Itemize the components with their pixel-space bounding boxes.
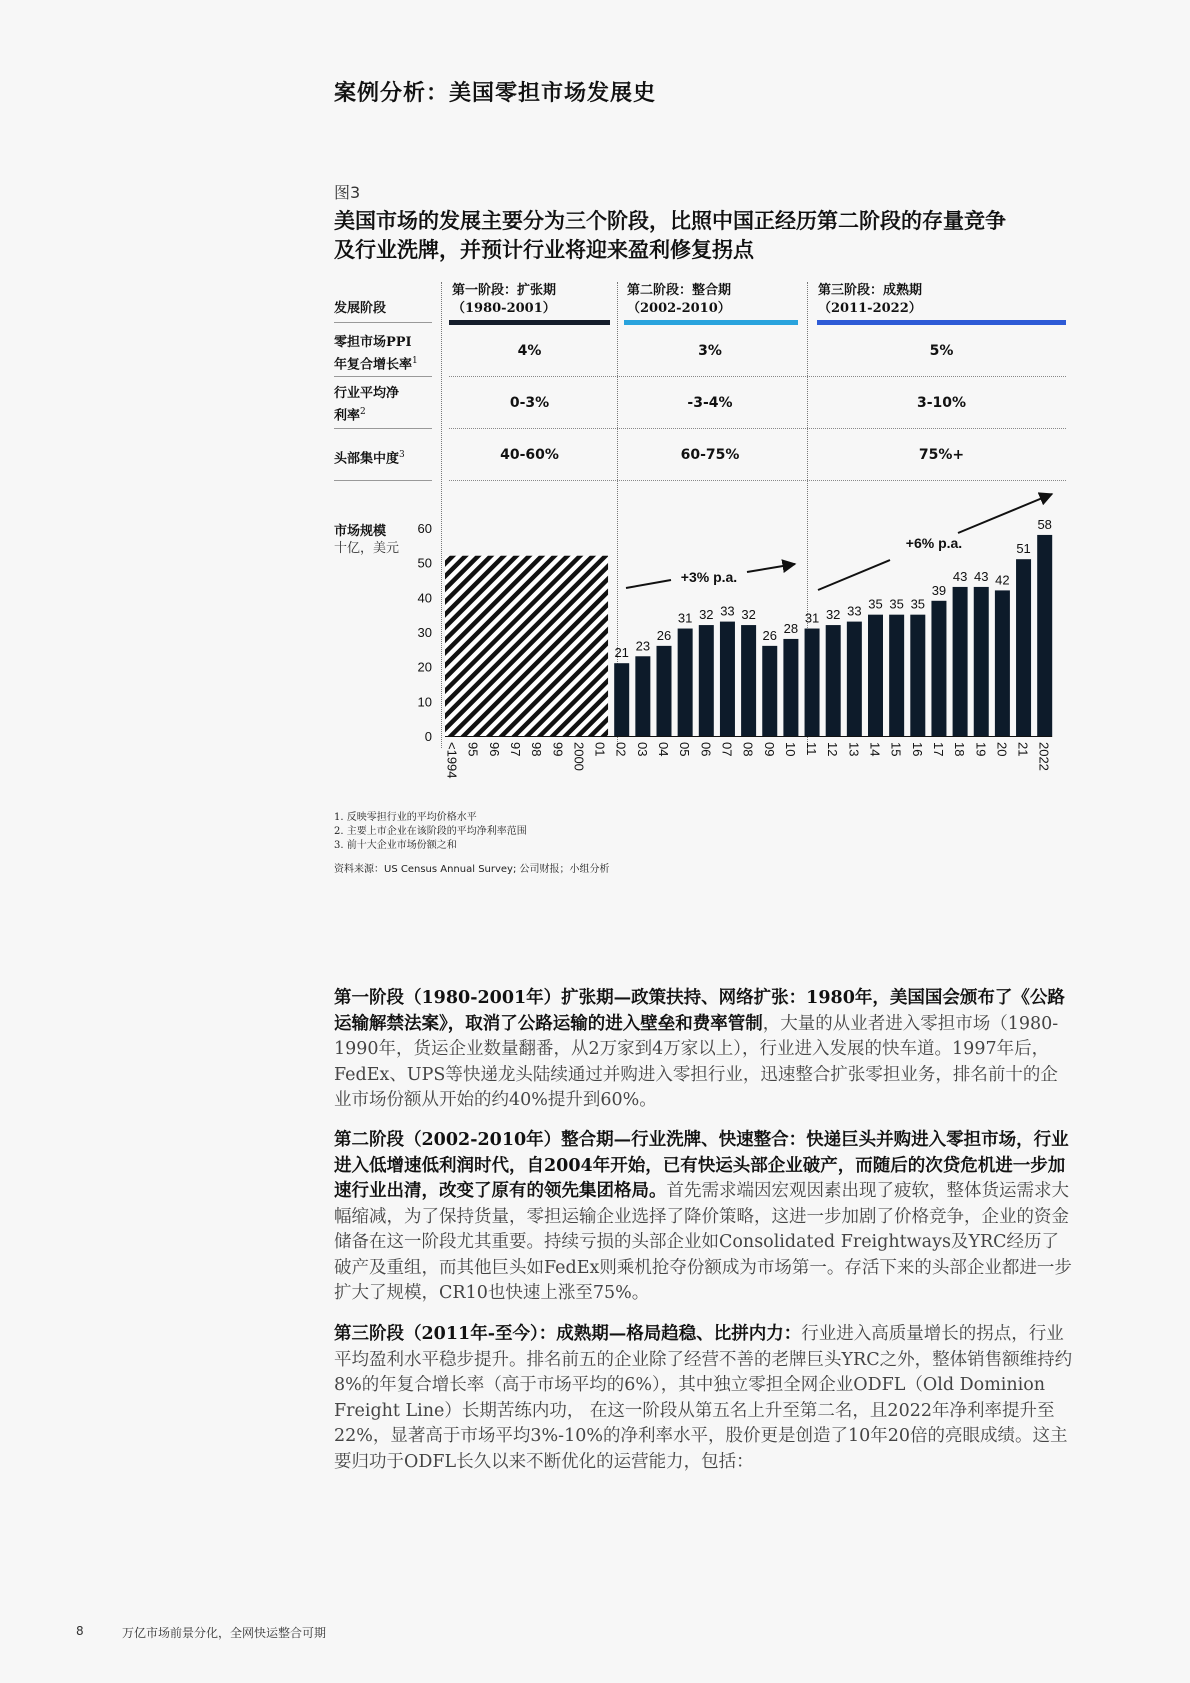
y-tick-label: 10 [417, 694, 432, 710]
data-label-20: 42 [995, 572, 1010, 588]
paragraph-stage-1 [334, 986, 1074, 1114]
growth-line-stage-3-left [818, 560, 890, 590]
data-label-06: 32 [699, 607, 714, 623]
paragraph-stage-2-lead: 第二阶段（2002-2010年）整合期—行业洗牌、快速整合：快递巨头并购进入零担市场，行业进入低增速低利润时代，自2004年开始，已有快运头部企业破产，而随后的次贷危机进一步加速行业出清，改变了原有的领先集团格局。 [334, 1130, 1069, 1201]
x-tick-label: 19 [973, 742, 989, 757]
data-label-05: 31 [677, 610, 693, 626]
stage-1-name: 第一阶段：扩张期 [452, 283, 557, 298]
x-tick-label: 13 [846, 742, 862, 757]
bar-18 [953, 587, 968, 736]
stage-3-name: 第三阶段：成熟期 [818, 283, 923, 298]
bar-2022 [1037, 535, 1052, 736]
paragraph-stage-2-body: 首先需求端因宏观因素出现了疲软，整体货运需求大幅缩减，为了保持货量，零担运输企业选择了降价策略，这进一步加剧了价格竞争，企业的资金储备在这一阶段尤其重要。持续亏损的头部企业如Consolidated Freightways及YRC经历了破产及重组，而其他巨头如FedEx则乘机抢夺份额成为市场第一。存活下来的头部企业都进一步扩大了规模，CR10也快速上涨至75%。 [334, 1181, 1072, 1303]
x-tick-label: 2022 [1036, 742, 1052, 771]
paragraph-stage-2 [334, 1128, 1074, 1307]
paragraph-stage-3-body: 行业进入高质量增长的拐点，行业平均盈利水平稳步提升。排名前五的企业除了经营不善的老牌巨头YRC之外，整体销售额维持约8%的年复合增长率（高于市场平均的6%），其中独立零担全网企业ODFL（Old Dominion Freight Line）长期苦练内功， 在这一阶段从第五名上升至第二名，且2022年净利率提升至22%，显著高于市场平均3%-10%的净利率水平，股价更是创造了10年20倍的亮眼成绩。这主要归功于ODFL长久以来不断优化的运营能力，包括： [334, 1324, 1073, 1472]
row-label-concentration-text: 头部集中度 [334, 451, 400, 467]
x-tick-label: 11 [804, 742, 820, 756]
bar-15 [889, 615, 904, 736]
data-label-16: 35 [910, 596, 926, 612]
x-tick-label: 04 [656, 742, 671, 757]
page-number: 8 [76, 1624, 84, 1638]
x-tick-label: 01 [592, 742, 608, 757]
bar-03 [635, 656, 650, 736]
stage-3-margin: 3-10% [916, 395, 967, 411]
row-label-margin-line2: 利率 [334, 408, 361, 424]
stage-2-name: 第二阶段：整合期 [627, 283, 732, 298]
x-tick-label: 2000 [571, 742, 587, 771]
paragraph-stage-1-body: ，大量的从业者进入零担市场（1980-1990年，货运企业数量翻番，从2万家到4万家以上），行业进入发展的快车道。1997年后，FedEx、UPS等快递龙头陆续通过并购进入零担行业，迅速整合扩张零担业务，排名前十的企业市场份额从开始的约40%提升到60%。 [334, 1013, 1059, 1110]
y-tick-label: 40 [417, 590, 432, 606]
bar-17 [931, 601, 946, 736]
x-tick-label: 18 [952, 742, 968, 757]
data-label-07: 33 [720, 603, 735, 619]
stage-2-ppi: 3% [698, 343, 722, 359]
row-label-ppi-line2: 年复合增长率 [334, 357, 413, 373]
stage-1-concentration: 40-60% [500, 447, 559, 463]
x-tick-label: 14 [867, 742, 883, 757]
growth-annotation-stage-2: +3% p.a. [680, 569, 738, 585]
x-tick-label: 97 [507, 742, 523, 757]
footnote-ref: 2 [360, 407, 366, 417]
stage-2-margin: -3-4% [687, 395, 733, 411]
bar-02 [614, 663, 629, 736]
paragraph-stage-3 [334, 1322, 1074, 1475]
bar-12 [826, 625, 841, 736]
x-tick-label: 10 [782, 742, 798, 757]
bar-07 [720, 622, 735, 736]
y-tick-label: 60 [417, 521, 432, 536]
y-tick-label: 0 [424, 729, 432, 744]
data-label-12: 32 [825, 607, 841, 623]
growth-line-stage-2-left [626, 580, 671, 588]
stage-3-concentration: 75%+ [918, 447, 965, 463]
row-header-stage: 发展阶段 [334, 301, 387, 316]
paragraph-stage-1-lead: 第一阶段（1980-2001年）扩张期—政策扶持、网络扩张：1980年，美国国会颁布了《公路运输解禁法案》，取消了公路运输的进入壁垒和费率管制 [334, 988, 1065, 1034]
growth-annotation-stage-3: +6% p.a. [905, 535, 963, 551]
row-label-ppi-line1: 零担市场PPI [334, 335, 412, 350]
bar-19 [974, 587, 989, 736]
y-tick-label: 30 [417, 625, 432, 640]
data-label-2022: 58 [1037, 516, 1052, 532]
footnote-ref: 1 [412, 356, 418, 366]
x-tick-label: 15 [888, 742, 904, 757]
data-label-15: 35 [889, 596, 904, 612]
data-label-04: 26 [656, 627, 672, 643]
footnote-3: 3. 前十大企业市场份额之和 [334, 840, 457, 851]
bar-21 [1016, 559, 1031, 736]
x-tick-label: 21 [1015, 742, 1031, 757]
y-tick-label: 50 [417, 555, 432, 571]
stage-2-concentration: 60-75% [680, 447, 740, 463]
source-note: 资料来源：US Census Annual Survey; 公司财报；小组分析 [334, 864, 610, 875]
hatched-block-bar [445, 556, 608, 736]
data-label-13: 33 [847, 603, 862, 619]
x-tick-label: 99 [550, 742, 566, 757]
bar-05 [678, 629, 693, 736]
data-label-08: 32 [741, 607, 756, 623]
bar-09 [762, 646, 777, 736]
bar-16 [910, 615, 925, 736]
bar-13 [847, 622, 862, 736]
market-size-bar-chart [0, 0, 1190, 800]
data-label-14: 35 [868, 596, 883, 612]
stage-1-margin: 0-3% [509, 395, 550, 411]
data-label-02: 21 [614, 645, 629, 661]
data-label-09: 26 [762, 627, 777, 643]
x-tick-label: 03 [634, 742, 650, 757]
data-label-03: 23 [635, 638, 651, 654]
footnote-1: 1. 反映零担行业的平均价格水平 [334, 812, 477, 823]
x-tick-label: 05 [677, 742, 693, 757]
data-label-21: 51 [1016, 541, 1031, 557]
data-label-10: 28 [783, 620, 799, 636]
data-label-19: 43 [974, 568, 989, 584]
section-title: 案例分析：美国零担市场发展史 [334, 80, 657, 106]
chart-ylabel: 市场规模 [334, 524, 387, 539]
figure-label: 图3 [334, 183, 361, 202]
footnote-2: 2. 主要上市企业在该阶段的平均净利率范围 [334, 826, 527, 837]
paragraph-stage-3-lead: 第三阶段（2011年-至今）：成熟期—格局趋稳、比拼内力： [334, 1324, 802, 1344]
x-tick-label: <1994 [444, 742, 460, 779]
figure-title-line2: 及行业洗牌，并预计行业将迎来盈利修复拐点 [334, 237, 754, 262]
x-tick-label: 06 [698, 742, 714, 757]
row-label-margin-line1: 行业平均净 [334, 386, 400, 401]
x-tick-label: 17 [930, 742, 946, 757]
x-tick-label: 08 [740, 742, 756, 757]
figure-title-line1: 美国市场的发展主要分为三个阶段，比照中国正经历第二阶段的存量竞争 [334, 208, 1006, 233]
x-tick-label: 98 [529, 742, 545, 757]
bar-11 [805, 629, 820, 736]
stage-1-ppi: 4% [517, 343, 542, 359]
x-tick-label: 96 [486, 742, 502, 757]
y-tick-label: 20 [417, 659, 432, 675]
x-tick-label: 12 [825, 742, 841, 757]
x-tick-label: 09 [761, 742, 777, 757]
x-tick-label: 95 [465, 742, 481, 757]
bar-10 [783, 639, 798, 736]
bar-20 [995, 590, 1010, 736]
chart-yunit: 十亿，美元 [334, 541, 400, 556]
stage-3-ppi: 5% [929, 343, 954, 359]
stage-1-period: （1980-2001） [452, 301, 556, 316]
bar-04 [657, 646, 672, 736]
data-label-17: 39 [931, 582, 947, 598]
stage-3-period: （2011-2022） [818, 301, 922, 316]
x-tick-label: 07 [719, 742, 735, 757]
data-label-11: 31 [804, 610, 820, 626]
bar-06 [699, 625, 714, 736]
data-label-18: 43 [952, 568, 968, 584]
footnote-ref: 3 [399, 450, 405, 460]
x-tick-label: 02 [613, 742, 629, 757]
bar-14 [868, 615, 883, 736]
x-tick-label: 20 [994, 742, 1010, 757]
bar-08 [741, 625, 756, 736]
stage-2-period: （2002-2010） [627, 301, 731, 316]
growth-arrow-stage-2 [747, 564, 795, 572]
x-tick-label: 16 [909, 742, 925, 757]
footer-title: 万亿市场前景分化，全网快运整合可期 [122, 1626, 327, 1640]
